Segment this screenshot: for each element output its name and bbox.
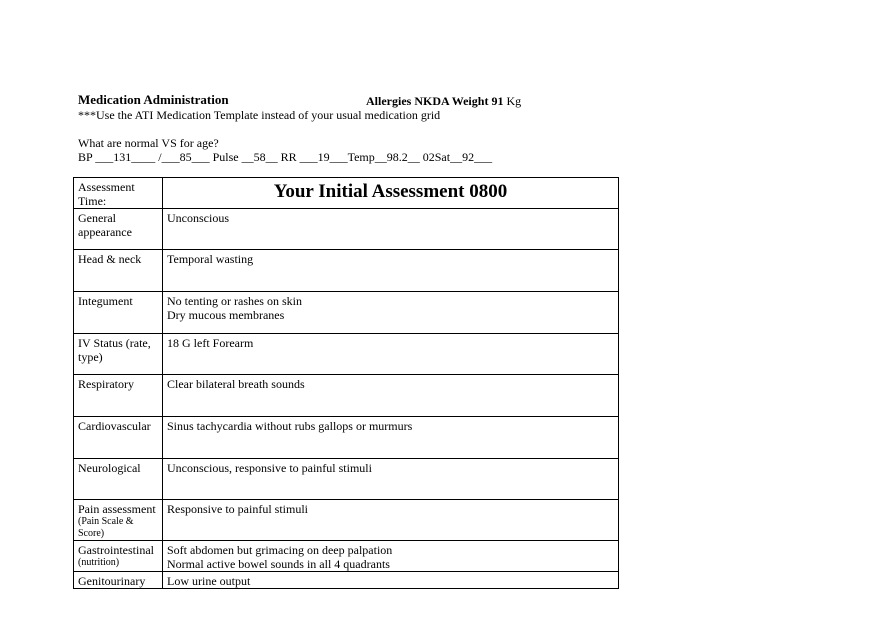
row-label-cell	[74, 209, 163, 250]
assessment-table	[73, 177, 619, 589]
vital-signs-line: BP ___131____ /___85___ Pulse __58__ RR ___19___Temp__98.2__ 02Sat__92___	[78, 150, 493, 164]
row-label: Head & neck	[78, 252, 142, 266]
row-label: Cardiovascular	[78, 419, 151, 433]
table-row	[74, 334, 619, 375]
page-title: Medication Administration	[78, 92, 229, 107]
row-label: General appearance	[78, 211, 132, 239]
row-value-line: Unconscious	[167, 211, 229, 225]
allergies-weight	[366, 94, 521, 109]
row-label-cell	[74, 417, 163, 459]
row-label-cell	[74, 334, 163, 375]
weight-unit: Kg	[503, 94, 522, 108]
row-value-cell	[163, 417, 619, 459]
table-row	[74, 375, 619, 417]
row-label-cell	[74, 541, 163, 572]
row-value-line: Temporal wasting	[167, 252, 254, 266]
row-value-line: Soft abdomen but grimacing on deep palpation	[167, 543, 393, 557]
vs-question: What are normal VS for age?	[78, 136, 219, 150]
table-row	[74, 500, 619, 541]
row-value-cell	[163, 334, 619, 375]
row-value-cell	[163, 375, 619, 417]
row-value-cell	[163, 292, 619, 334]
assessment-time-label: Assessment Time:	[74, 178, 163, 209]
row-label-cell	[74, 292, 163, 334]
row-label: Neurological	[78, 461, 141, 475]
table-row	[74, 417, 619, 459]
row-value-line: Responsive to painful stimuli	[167, 502, 308, 516]
row-label-cell	[74, 459, 163, 500]
row-label-cell	[74, 500, 163, 541]
row-sublabel: (nutrition)	[78, 557, 120, 568]
row-value-cell	[163, 459, 619, 500]
table-row	[74, 541, 619, 572]
assessment-heading: Your Initial Assessment 0800	[163, 178, 619, 209]
row-label: Integument	[78, 294, 133, 308]
row-value-line: Dry mucous membranes	[167, 308, 285, 322]
row-value-line: Sinus tachycardia without rubs gallops or murmurs	[167, 419, 413, 433]
table-row	[74, 250, 619, 292]
row-value-cell	[163, 541, 619, 572]
row-label: Respiratory	[78, 377, 134, 391]
row-value-cell	[163, 209, 619, 250]
allergies-label: Allergies NKDA Weight 91	[366, 94, 504, 108]
table-row	[74, 459, 619, 500]
row-value-line: Low urine output	[167, 574, 251, 588]
table-row	[74, 209, 619, 250]
row-value-cell	[163, 572, 619, 589]
row-value-cell	[163, 250, 619, 292]
row-value-cell	[163, 500, 619, 541]
row-label: Pain assessment	[78, 502, 156, 516]
row-label-cell	[74, 572, 163, 589]
row-value-line: Clear bilateral breath sounds	[167, 377, 305, 391]
table-row	[74, 572, 619, 589]
table-row	[74, 292, 619, 334]
row-sublabel: (Pain Scale & Score)	[78, 516, 134, 539]
row-label: IV Status (rate, type)	[78, 336, 151, 364]
template-note: ***Use the ATI Medication Template instead of your usual medication grid	[78, 108, 441, 122]
row-label: Genitourinary	[78, 574, 146, 588]
row-label: Gastrointestinal	[78, 543, 154, 557]
row-label-cell	[74, 250, 163, 292]
table-header-row	[74, 178, 619, 209]
row-value-line: No tenting or rashes on skin	[167, 294, 302, 308]
row-value-line: Unconscious, responsive to painful stimuli	[167, 461, 372, 475]
row-value-line: 18 G left Forearm	[167, 336, 254, 350]
row-label-cell	[74, 375, 163, 417]
row-value-line: Normal active bowel sounds in all 4 quadrants	[167, 557, 390, 571]
